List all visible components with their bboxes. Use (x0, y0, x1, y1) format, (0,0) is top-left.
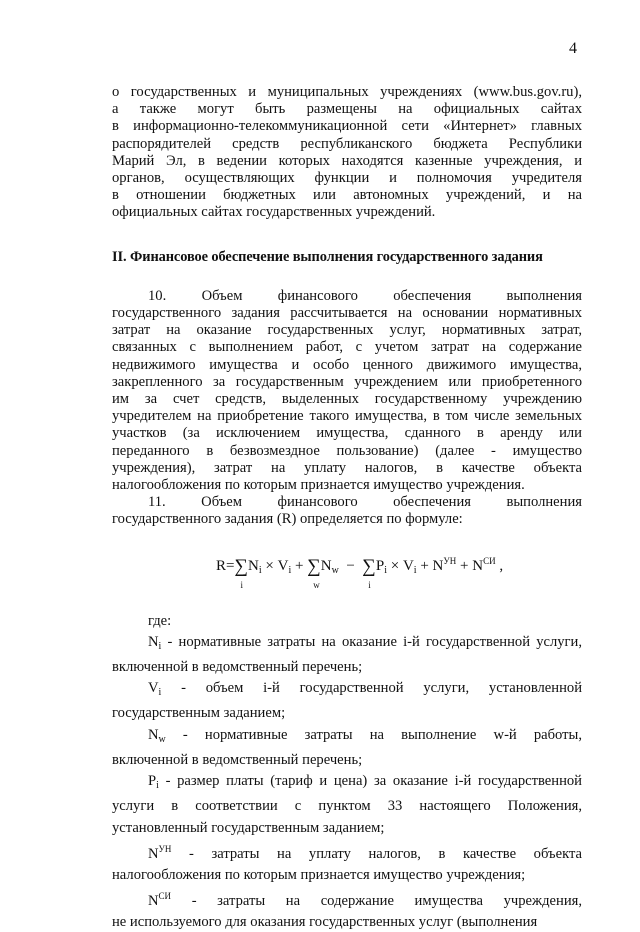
text-line: им за счет средств, выделенных государственному учреждению (112, 391, 582, 408)
text-line: распорядителей средств республиканского бюджета Республики (112, 135, 582, 152)
definition-symbol: V (148, 680, 159, 697)
definition-line: налогообложения по которым признается имущество учреждения; (112, 866, 526, 883)
text-line: официальных сайтах государственных учреждений. (112, 204, 436, 221)
text-line: учредителем на приобретение такого имущества, в том числе земельных (112, 408, 582, 425)
definition-line: государственным заданием; (112, 705, 286, 722)
definition-subscript: w (158, 733, 166, 745)
text-line: закрепленного за государственным учреждением или приобретенного (112, 373, 582, 390)
formula-lhs: R= (216, 557, 235, 574)
text-line: органов, осуществляющих функции и полномочия учредителя (112, 170, 582, 187)
text-line: участков (за исключением имущества, сданного в аренду или (112, 425, 582, 442)
definition-line: $N_i$ - нормативные затраты на оказание i-й государственной услуги, (148, 633, 582, 652)
definition-line: услуги в соответствии с пунктом 33 настоящего Положения, (112, 798, 582, 815)
formula: R=∑ i Ni × Vi + ∑ w Nw − ∑ i Pi × Vi + NУН + NСИ , (216, 555, 504, 590)
definitions-list (112, 634, 582, 932)
text-line: 10. Объем финансового обеспечения выполнения (148, 287, 582, 304)
text-line: переданного в безвозмездное пользование) (далее - имущество (112, 442, 582, 459)
sum-symbol: ∑ i (234, 555, 249, 590)
text-line: государственного задания (R) определяется по формуле: (112, 511, 463, 528)
text-line: 11. Объем финансового обеспечения выполнения (148, 494, 582, 511)
paragraph-10 (112, 288, 582, 494)
document-body (112, 84, 582, 932)
text-line: затрат на оказание государственных услуг, нормативных затрат, (112, 322, 582, 339)
text-line: Марий Эл, в ведении которых находятся казенные учреждения, и (112, 152, 582, 169)
text-line: о государственных и муниципальных учреждениях (www.bus.gov.ru), (112, 84, 582, 100)
definition-subscript: i (158, 640, 162, 652)
sum-symbol: ∑ w (307, 555, 321, 590)
where-label: где: (148, 612, 172, 629)
text-line: учреждения), затрат на уплату налогов, в качестве объекта (112, 459, 582, 476)
text-line: государственного задания рассчитывается на основании нормативных (112, 305, 582, 322)
definition-symbol: N (148, 893, 159, 910)
definition-subscript: i (156, 780, 159, 792)
text-line: налогообложения по которым признается имущество учреждения. (112, 477, 525, 494)
definition-line: $P_i$ - размер платы (тариф и цена) за оказание i-й государственной (148, 773, 582, 792)
section-heading: II. Финансовое обеспечение выполнения государственного задания (112, 248, 543, 265)
definition-line: включенной в ведомственный перечень; (112, 659, 363, 676)
text-line: в отношении бюджетных или автономных учреждений, и на (112, 187, 582, 204)
text-line: а также могут быть размещены на официальных сайтах (112, 101, 582, 118)
definition-subscript: i (158, 687, 162, 699)
definition-superscript: УН (158, 843, 172, 854)
definition-superscript: СИ (158, 891, 172, 902)
intro-paragraph (112, 84, 582, 222)
text-line: связанных с выполнением работ, с учетом затрат на содержание (112, 339, 582, 356)
definition-symbol: P (148, 773, 157, 790)
definition-line: установленный государственным заданием; (112, 819, 385, 836)
text-line: недвижимого имущества и особо ценного движимого имущества, (112, 356, 582, 373)
definition-line: $N_w$ - нормативные затраты на выполнение w-й работы, (148, 726, 582, 745)
paragraph-11 (112, 494, 582, 528)
page-number: 4 (569, 40, 577, 57)
definition-line: $V_i$ - объем i-й государственной услуги, установленной (148, 680, 582, 699)
definition-line: не используемого для оказания государственных услуг (выполнения (112, 914, 538, 931)
definition-line: включенной в ведомственный перечень; (112, 751, 363, 768)
definition-symbol: N (148, 726, 159, 743)
definition-line: $N^{УН}$ - затраты на уплату налогов, в качестве объекта (148, 843, 582, 862)
definition-line: $N^{СИ}$ - затраты на содержание имущества учреждения, (148, 891, 582, 910)
definition-symbol: N (148, 633, 159, 650)
text-line: в информационно-телекоммуникационной сети «Интернет» главных (112, 118, 582, 135)
definition-symbol: N (148, 845, 159, 862)
sum-symbol: ∑ i (362, 555, 376, 590)
